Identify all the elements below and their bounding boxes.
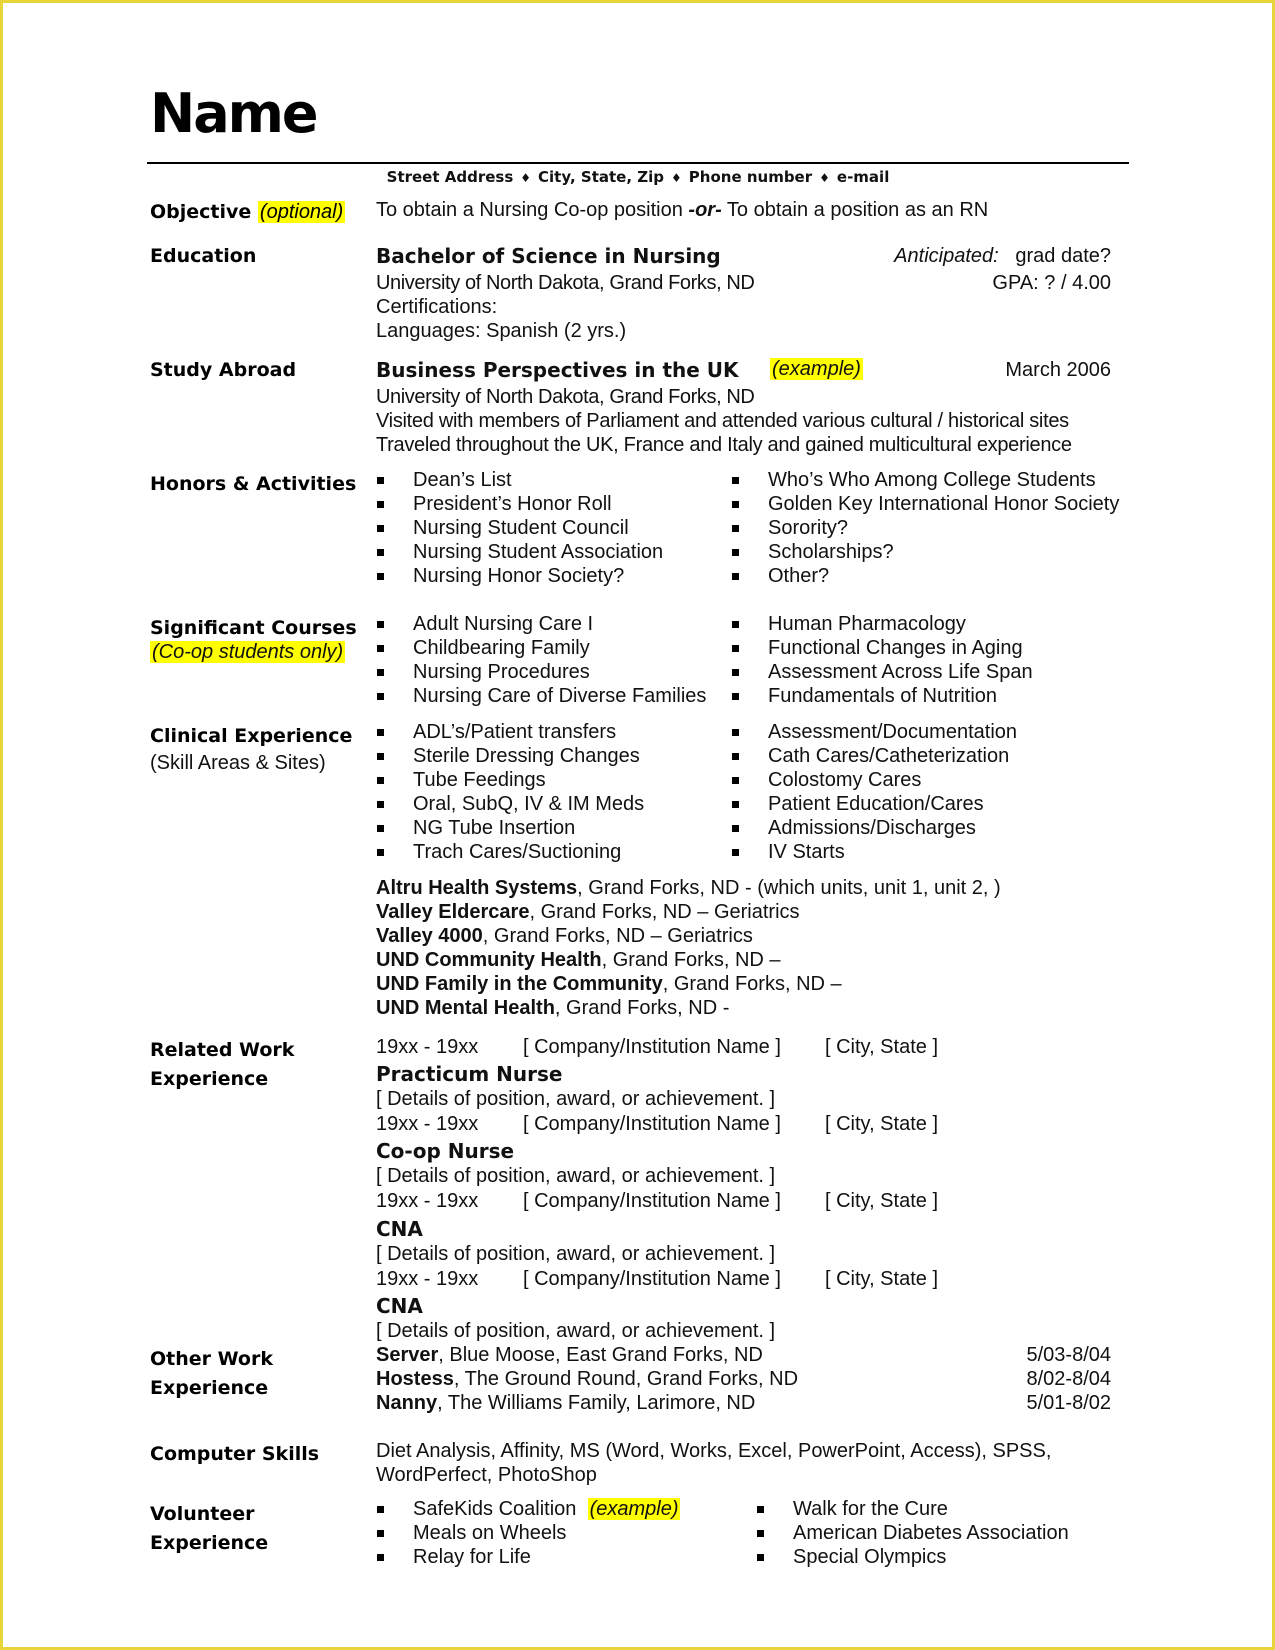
study-abroad-example-tag: [770, 358, 863, 381]
other-work-label-line-2: Experience: [150, 1377, 269, 1399]
site-name: UND Community Health: [376, 949, 602, 971]
bullet-square-icon: [732, 825, 739, 832]
work-entry-details: [ Details of position, award, or achievement. ]: [376, 1320, 776, 1342]
anticipated-label: Anticipated:: [894, 245, 999, 267]
bullet-square-icon: [757, 1554, 764, 1561]
clinical-site: [376, 949, 781, 972]
bullet-square-icon: [732, 693, 739, 700]
clinical-site: [376, 925, 753, 948]
bullet-square-icon: [732, 669, 739, 676]
bullet-square-icon: [377, 777, 384, 784]
bullet-square-icon: [377, 501, 384, 508]
computer-skills-line-1: Diet Analysis, Affinity, MS (Word, Works, Excel, PowerPoint, Access), SPSS,: [376, 1440, 1052, 1462]
objective-label-text: Objective: [150, 201, 252, 223]
computer-skills-label: Computer Skills: [150, 1443, 320, 1465]
anticipated-grad: [894, 245, 1111, 268]
work-entry-company: [ Company/Institution Name ]: [523, 1113, 781, 1135]
contact-phone: Phone number: [688, 168, 813, 186]
site-name: Valley 4000: [376, 925, 483, 947]
education-languages: Languages: Spanish (2 yrs.): [376, 320, 627, 342]
site-detail: , Grand Forks, ND - (which units, unit 1, unit 2, ): [577, 877, 1001, 899]
bullet-square-icon: [377, 729, 384, 736]
bullet-square-icon: [732, 621, 739, 628]
honors-label: Honors & Activities: [150, 473, 357, 495]
volunteer-example-tag: (example): [589, 1498, 679, 1520]
other-work-dates: 5/03-8/04: [1026, 1344, 1111, 1366]
contact-street: Street Address: [386, 168, 514, 186]
bullet-square-icon: [732, 801, 739, 808]
other-work-entry: Server, Blue Moose, East Grand Forks, ND: [376, 1344, 763, 1366]
education-school: University of North Dakota, Grand Forks, ND: [376, 272, 755, 294]
site-name: UND Mental Health: [376, 997, 555, 1019]
contact-city: City, State, Zip: [538, 168, 665, 186]
site-detail: , Grand Forks, ND -: [554, 997, 730, 1019]
study-abroad-school: University of North Dakota, Grand Forks, ND: [376, 386, 755, 408]
bullet-square-icon: [377, 1554, 384, 1561]
related-work-label-line-2: Experience: [150, 1068, 269, 1090]
bullet-square-icon: [377, 525, 384, 532]
site-detail: , Grand Forks, ND –: [662, 973, 842, 995]
contact-line: [147, 168, 1129, 186]
bullet-square-icon: [757, 1506, 764, 1513]
bullet-square-icon: [732, 849, 739, 856]
study-abroad-line-2: Traveled throughout the UK, France and Italy and gained multicultural experience: [376, 434, 1072, 456]
clinical-site: [376, 973, 842, 996]
study-abroad-label: Study Abroad: [150, 359, 297, 381]
clinical-site: [376, 901, 800, 924]
objective-text-b: To obtain a position as an RN: [721, 199, 989, 221]
courses-label: Significant Courses: [150, 617, 357, 639]
work-entry-details: [ Details of position, award, or achievement. ]: [376, 1243, 776, 1265]
bullet-square-icon: [377, 621, 384, 628]
computer-skills-line-2: WordPerfect, PhotoShop: [376, 1464, 597, 1486]
other-work-dates: 5/01-8/02: [1026, 1392, 1111, 1414]
site-name: Valley Eldercare: [376, 901, 530, 923]
education-label: Education: [150, 245, 257, 267]
site-detail: , Grand Forks, ND –: [601, 949, 781, 971]
bullet-square-icon: [732, 501, 739, 508]
bullet-square-icon: [377, 645, 384, 652]
work-entry-header: 19xx - 19xx: [376, 1036, 479, 1058]
bullet-square-icon: [732, 573, 739, 580]
work-entry-details: [ Details of position, award, or achievement. ]: [376, 1165, 776, 1187]
bullet-square-icon: [377, 849, 384, 856]
education-gpa: GPA: ? / 4.00: [992, 272, 1111, 294]
bullet-square-icon: [757, 1530, 764, 1537]
objective-optional-tag: (optional): [259, 201, 344, 223]
separator-diamond-icon: ♦: [819, 171, 830, 185]
study-abroad-program: Business Perspectives in the UK: [376, 358, 739, 382]
bullet-square-icon: [377, 693, 384, 700]
site-name: Altru Health Systems: [376, 877, 578, 899]
work-entry-city: [ City, State ]: [825, 1268, 938, 1290]
bullet-square-icon: [377, 825, 384, 832]
work-entry-details: [ Details of position, award, or achievement. ]: [376, 1088, 776, 1110]
separator-diamond-icon: ♦: [671, 171, 682, 185]
volunteer-label-line-1: Volunteer: [150, 1503, 255, 1525]
courses-coop-tag: [150, 641, 345, 664]
candidate-name: Name: [150, 82, 317, 145]
work-entry-city: [ City, State ]: [825, 1190, 938, 1212]
bullet-square-icon: [377, 1506, 384, 1513]
bullet-square-icon: [377, 801, 384, 808]
separator-diamond-icon: ♦: [520, 171, 532, 185]
bullet-square-icon: [377, 549, 384, 556]
work-entry-company: [ Company/Institution Name ]: [523, 1268, 781, 1290]
study-abroad-date: March 2006: [1005, 359, 1111, 381]
work-entry-title: CNA: [376, 1217, 423, 1241]
coop-tag-text: (Co-op students only): [152, 641, 344, 663]
contact-email: e-mail: [836, 168, 890, 186]
bullet-square-icon: [732, 753, 739, 760]
bullet-square-icon: [732, 525, 739, 532]
clinical-label: Clinical Experience: [150, 725, 353, 747]
other-work-label-line-1: Other Work: [150, 1348, 273, 1370]
clinical-sublabel: (Skill Areas & Sites): [150, 752, 326, 774]
work-entry-title: Co-op Nurse: [376, 1139, 515, 1163]
study-abroad-line-1: Visited with members of Parliament and attended various cultural / historical sites: [376, 410, 1069, 432]
other-work-entry: Hostess, The Ground Round, Grand Forks, ND: [376, 1368, 799, 1390]
clinical-site: [376, 997, 729, 1020]
clinical-site: [376, 877, 1001, 900]
work-entry-header: 19xx - 19xx: [376, 1113, 479, 1135]
other-work-entry: Nanny, The Williams Family, Larimore, ND: [376, 1392, 756, 1414]
work-entry-company: [ Company/Institution Name ]: [523, 1036, 781, 1058]
work-entry-title: Practicum Nurse: [376, 1062, 563, 1086]
bullet-square-icon: [732, 645, 739, 652]
anticipated-value: grad date?: [1015, 245, 1111, 267]
bullet-square-icon: [377, 753, 384, 760]
header-divider: [147, 162, 1129, 164]
bullet-square-icon: [732, 777, 739, 784]
objective-label: [150, 201, 345, 224]
work-entry-city: [ City, State ]: [825, 1036, 938, 1058]
objective-or: -or-: [688, 199, 722, 221]
education-certifications: Certifications:: [376, 296, 498, 318]
work-entry-company: [ Company/Institution Name ]: [523, 1190, 781, 1212]
related-work-label-line-1: Related Work: [150, 1039, 295, 1061]
site-detail: , Grand Forks, ND – Geriatrics: [529, 901, 800, 923]
bullet-square-icon: [377, 669, 384, 676]
example-tag-text: (example): [772, 358, 861, 380]
site-name: UND Family in the Community: [376, 973, 663, 995]
bullet-square-icon: [377, 1530, 384, 1537]
work-entry-city: [ City, State ]: [825, 1113, 938, 1135]
work-entry-header: 19xx - 19xx: [376, 1268, 479, 1290]
bullet-square-icon: [732, 549, 739, 556]
objective-text-a: To obtain a Nursing Co-op position: [376, 199, 689, 221]
objective-text: [376, 199, 988, 222]
degree-title: Bachelor of Science in Nursing: [376, 244, 721, 268]
bullet-square-icon: [732, 729, 739, 736]
bullet-square-icon: [377, 573, 384, 580]
other-work-dates: 8/02-8/04: [1026, 1368, 1111, 1390]
bullet-square-icon: [732, 477, 739, 484]
work-entry-header: 19xx - 19xx: [376, 1190, 479, 1212]
bullet-square-icon: [377, 477, 384, 484]
work-entry-title: CNA: [376, 1294, 423, 1318]
volunteer-label-line-2: Experience: [150, 1532, 269, 1554]
site-detail: , Grand Forks, ND – Geriatrics: [482, 925, 753, 947]
resume-page: Name Street Address ♦ City, State, Zip ♦ Phone number ♦ e-mail Objective (optional) To obtain a Nursing Co-op position -or- To obtain a position as an RN Education Bachelor of Science in Nursing Anticipated: grad date? University of North Dakota, Grand Forks, ND GPA: ? / 4.00 Certifications: Languages: Spanish (2 yrs.) Study Abroad Business Perspectives in the UK (example) March 2006 University of North Dakota, Grand Forks, ND Visited with members of Parliament and attended various cultural / historical sites Traveled throughout the UK, France and Italy and gained multicultural experience Honors & Activities Dean’s List President’s Honor Roll Nursing Student Council Nursing Student Association Nursing Honor Society? Who’s Who Among College Students Golden Key International Honor Society Sorority? Scholarships? Other? Significant Courses (Co-op students only) Adult Nursing Care I Childbearing Family Nursing Procedures Nursing Care of Diverse Families Human Pharmacology Functional Changes in Aging Assessment Across Life Span Fundamentals of Nutrition Clinical Experience (Skill Areas & Sites) ADL’s/Patient transfers Sterile Dressing Changes Tube Feedings Oral, SubQ, IV & IM Meds NG Tube Insertion Trach Cares/Suctioning Assessment/Documentation Cath Cares/Catheterization Colostomy Cares Patient Education/Cares Admissions/Discharges IV Starts Altru Health Systems, Grand Forks, ND - (which units, unit 1, unit 2, ) Valley Eldercare, Grand Forks, ND – Geriatrics Valley 4000, Grand Forks, ND – Geriatrics UND Community Health, Grand Forks, ND – UND Family in the Community, Grand Forks, ND – UND Mental Health, Grand Forks, ND - Related Work Experience 19xx - 19xx [ Company/Institution Name ] [ City, State ] Practicum Nurse [ Details of position, award, or achievement. ] 19xx - 19xx [ Company/Institution Name ] [ City, State ] Co-op Nurse [ Details of position, award, or achievement. ] 19xx - 19xx [ Company/Institution Name ] [ City, State ] CNA [ Details of position, award, or achievement. ] 19xx - 19xx [ Company/Institution Name ] [ City, State ] CNA [ Details of position, award, or achievement. ] Other Work Experience Server, Blue Moose, East Grand Forks, ND 5/03-8/04 Hostess, The Ground Round, Grand Forks, ND 8/02-8/04 Nanny, The Williams Family, Larimore, ND 5/01-8/02 Computer Skills Diet Analysis, Affinity, MS (Word, Works, Excel, PowerPoint, Access), SPSS, WordPerfect, PhotoShop Volunteer Experience SafeKids Coalition (example) Meals on Wheels Relay for Life Walk for the Cure American Diabetes Association Special Olympics: [0, 0, 1275, 1650]
